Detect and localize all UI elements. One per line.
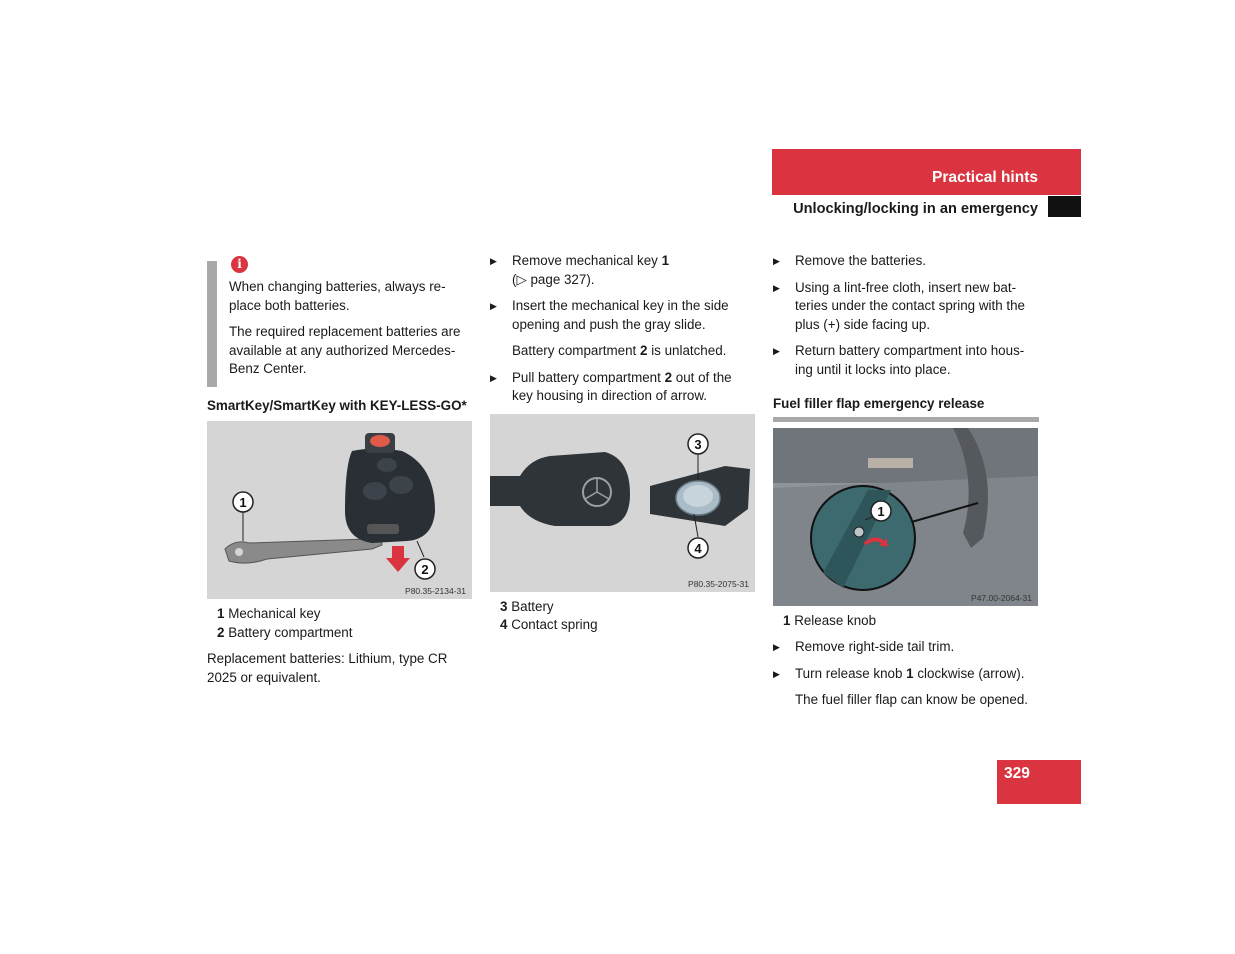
smartkey-legend — [207, 605, 473, 642]
info-icon: i — [231, 256, 248, 273]
legend-item: 3 Battery — [500, 598, 554, 614]
section-title: Practical hints — [932, 169, 1038, 186]
svg-text:4: 4 — [694, 540, 702, 556]
smartkey-figure — [207, 421, 472, 599]
fuel-flap-legend — [773, 612, 1039, 631]
fuel-flap-figure — [773, 428, 1038, 606]
result-unlatched: Battery compartment 2 is unlatched. — [512, 343, 727, 358]
column-2 — [490, 252, 756, 635]
callout-release-knob — [871, 501, 891, 521]
step-return-compartment: ▶ Return battery compartment into hous-ing until it locks into place. — [773, 342, 1039, 379]
info-text-1: When changing batteries, always re-place both batteries. — [229, 279, 446, 313]
legend-item: 1 Mechanical key — [217, 606, 321, 621]
step-pull-compartment: ▶ Pull battery compartment 2 out of the key housing in direction of arrow. — [490, 369, 756, 406]
svg-text:1: 1 — [877, 503, 885, 519]
legend-item: 2 Battery compartment — [217, 624, 353, 640]
svg-text:1: 1 — [239, 495, 247, 510]
step-insert-batteries: ▶ Using a lint-free cloth, insert new bat-teries under the contact spring with the plus (+) side facing up. — [773, 279, 1039, 335]
column-3 — [773, 252, 1039, 718]
section-header-bar — [772, 149, 1081, 195]
fuel-flap-illustration — [773, 428, 1038, 606]
smartkey-illustration — [207, 421, 472, 599]
legend-item: 4 Contact spring — [500, 617, 598, 632]
step-turn-knob: ▶ Turn release knob 1 clockwise (arrow). — [773, 665, 1039, 684]
smartkey-heading: SmartKey/SmartKey with KEY-LESS-GO* — [207, 397, 467, 413]
subsection-marker — [1048, 196, 1081, 217]
info-bar — [207, 261, 217, 387]
step-remove-trim: ▶ Remove right-side tail trim. — [773, 638, 1039, 657]
step-remove-batteries: ▶ Remove the batteries. — [773, 252, 1039, 271]
replacement-note: Replacement batteries: Lithium, type CR 2025 or equivalent. — [207, 651, 448, 685]
page-number: 329 — [1004, 765, 1030, 782]
info-text-2: The required replacement batteries are available at any authorized Mercedes-Benz Center. — [229, 324, 461, 376]
step-insert-key: ▶ Insert the mechanical key in the side opening and push the gray slide. — [490, 297, 756, 334]
svg-text:3: 3 — [694, 436, 702, 452]
result-flap-opened: The fuel filler flap can know be opened. — [795, 692, 1028, 707]
battery-figure — [490, 414, 755, 592]
figure-ref: P80.35-2134-31 — [405, 586, 466, 596]
figure-ref: P47.00-2064-31 — [971, 592, 1032, 603]
subsection-title: Unlocking/locking in an emergency — [793, 201, 1038, 217]
callout-4 — [688, 538, 708, 558]
callout-3 — [688, 434, 708, 454]
battery-legend — [490, 598, 756, 635]
svg-text:2: 2 — [421, 562, 429, 577]
legend-item: 1 Release knob — [783, 612, 877, 628]
callout-2 — [415, 559, 435, 579]
info-box — [207, 256, 473, 379]
page-number-box — [997, 760, 1081, 804]
fuel-flap-heading: Fuel filler flap emergency release — [773, 395, 1039, 422]
column-1 — [207, 252, 473, 687]
callout-1 — [233, 492, 253, 512]
battery-illustration — [490, 414, 755, 592]
step-remove-key: ▶ Remove mechanical key 1 (▷ page 327). — [490, 252, 756, 289]
figure-ref: P80.35-2075-31 — [688, 578, 749, 589]
